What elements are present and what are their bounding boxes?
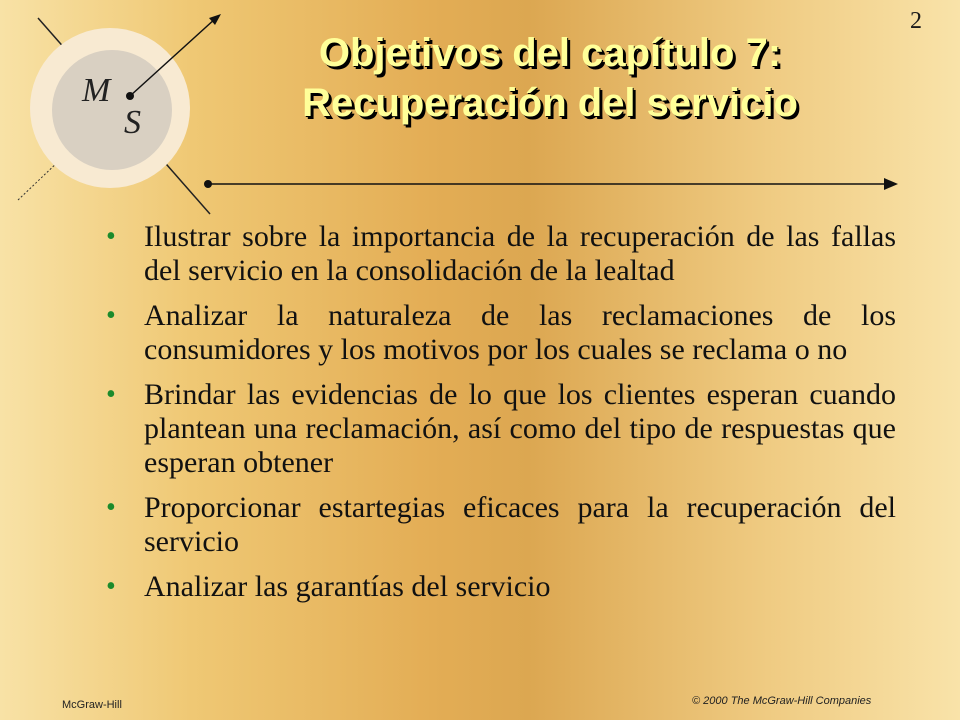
objective-item xyxy=(106,570,896,604)
objective-text: Analizar las garantías del servicio xyxy=(144,570,551,603)
slide-title xyxy=(200,28,900,128)
objective-text: Proporcionar estartegias eficaces para la recuperación del servicio xyxy=(144,491,896,558)
footer-copyright: © 2000 The McGraw-Hill Companies xyxy=(692,695,872,707)
logo-letter-m: M xyxy=(82,72,111,109)
page-number: 2 xyxy=(910,8,922,34)
objective-item xyxy=(106,220,896,288)
objective-text: Brindar las evidencias de lo que los clientes esperan cuando plantean una reclamación, así como del tipo de respuestas que esperan obtener xyxy=(144,378,896,479)
slide-title-line-1: Objetivos del capítulo 7: xyxy=(318,31,782,75)
logo-inner-circle xyxy=(52,50,172,170)
slide-title-line-2: Recuperación del servicio xyxy=(302,81,798,125)
objective-text: Ilustrar sobre la importancia de la recuperación de las fallas del servicio en la consolidación de la lealtad xyxy=(144,220,896,287)
objective-item xyxy=(106,491,896,559)
footer-publisher: McGraw-Hill xyxy=(62,699,122,711)
logo-letter-s: S xyxy=(124,104,141,141)
bullet-marker: • xyxy=(106,492,116,523)
title-underline-dot xyxy=(204,180,212,188)
objective-item xyxy=(106,378,896,480)
objectives-list xyxy=(106,220,896,615)
title-underline-arrowhead xyxy=(884,178,898,190)
bullet-marker: • xyxy=(106,300,116,331)
bullet-marker: • xyxy=(106,571,116,602)
logo-diagonal-line-lower xyxy=(18,160,60,200)
logo-center-dot xyxy=(126,92,134,100)
bullet-marker: • xyxy=(106,379,116,410)
objective-item xyxy=(106,299,896,367)
bullet-marker: • xyxy=(106,221,116,252)
objective-text: Analizar la naturaleza de las reclamaciones de los consumidores y los motivos por los cuales se reclama o no xyxy=(144,299,896,366)
